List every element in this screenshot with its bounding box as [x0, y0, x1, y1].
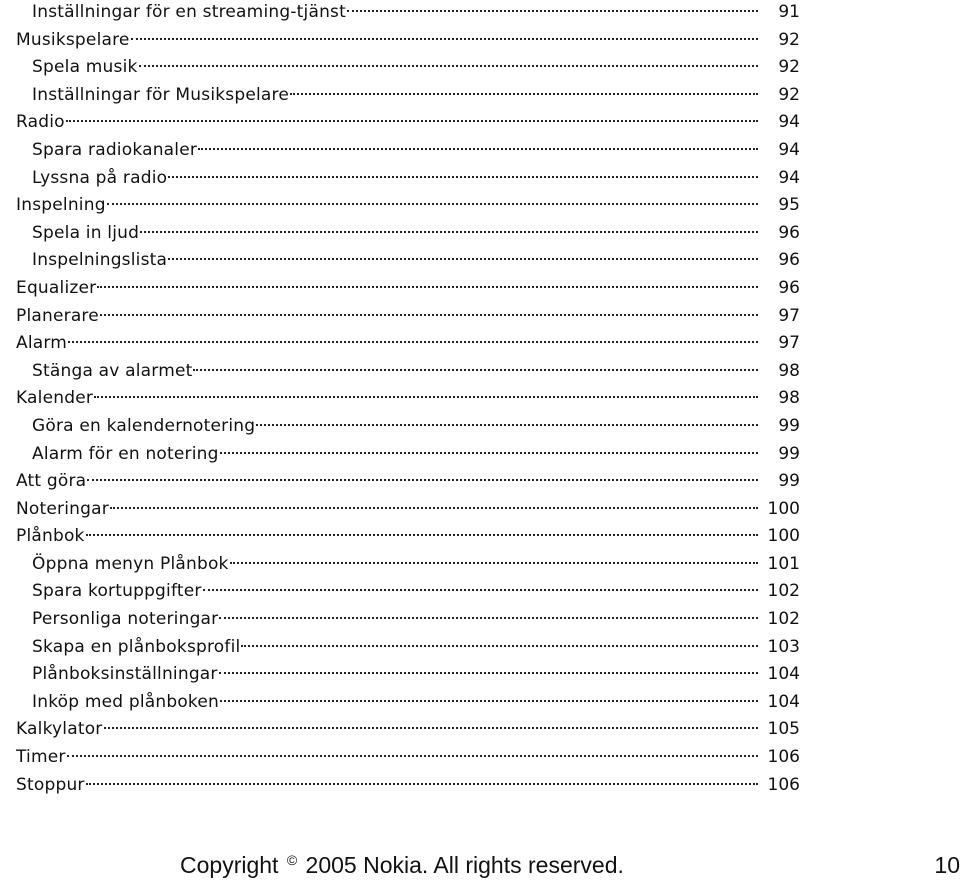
toc-entry[interactable] — [16, 414, 800, 442]
toc-dot-leader — [67, 755, 758, 757]
toc-entry[interactable] — [16, 166, 800, 194]
toc-entry[interactable] — [16, 442, 800, 470]
toc-entry-page: 96 — [778, 277, 800, 298]
toc-entry[interactable] — [16, 607, 800, 635]
toc-dot-leader — [110, 507, 758, 509]
toc-entry-title: Göra en kalendernotering — [32, 415, 256, 436]
copyright-prefix: Copyright — [180, 852, 279, 878]
toc-dot-leader — [131, 38, 758, 40]
toc-dot-leader — [66, 120, 758, 122]
toc-entry-page: 96 — [778, 250, 800, 271]
toc-entry[interactable] — [16, 55, 800, 83]
toc-entry-page: 97 — [778, 305, 800, 326]
toc-entry-page: 94 — [778, 112, 800, 133]
toc-entry-title: Alarm — [16, 333, 68, 354]
toc-dot-leader — [100, 314, 758, 316]
toc-entry-page: 105 — [767, 719, 800, 740]
toc-entry[interactable] — [16, 110, 800, 138]
toc-entry[interactable] — [16, 248, 800, 276]
toc-entry[interactable] — [16, 304, 800, 332]
toc-entry[interactable] — [16, 83, 800, 111]
toc-dot-leader — [107, 203, 758, 205]
toc-entry-title: Inställningar för en streaming-tjänst — [32, 2, 346, 22]
toc-entry-page: 98 — [778, 360, 800, 381]
toc-entry-page: 100 — [767, 526, 800, 547]
toc-dot-leader — [140, 231, 758, 233]
toc-entry-title: Spela in ljud — [32, 222, 140, 243]
toc-entry-page: 99 — [778, 471, 800, 492]
toc-entry[interactable] — [16, 690, 800, 718]
toc-entry-page: 99 — [778, 443, 800, 464]
toc-dot-leader — [230, 562, 758, 564]
toc-entry-page: 94 — [778, 139, 800, 160]
toc-entry-title: Planerare — [16, 305, 99, 326]
copyright-notice — [180, 852, 624, 879]
toc-dot-leader — [104, 727, 759, 729]
toc-entry-title: Equalizer — [16, 277, 97, 298]
toc-entry-page: 92 — [778, 57, 800, 78]
toc-entry[interactable] — [16, 773, 800, 801]
toc-entry-page: 98 — [778, 388, 800, 409]
toc-dot-leader — [347, 10, 758, 12]
toc-dot-leader — [193, 369, 758, 371]
toc-entry-title: Radio — [16, 112, 65, 133]
toc-entry-title: Plånbok — [16, 526, 85, 547]
toc-entry-title: Stoppur — [16, 774, 85, 795]
toc-entry-title: Inspelning — [16, 195, 106, 216]
toc-entry-page: 102 — [767, 581, 800, 602]
toc-entry[interactable] — [16, 717, 800, 745]
toc-dot-leader — [97, 286, 758, 288]
toc-dot-leader — [219, 672, 758, 674]
toc-entry[interactable] — [16, 331, 800, 359]
toc-dot-leader — [220, 700, 758, 702]
toc-entry-page: 95 — [778, 195, 800, 216]
toc-entry[interactable] — [16, 359, 800, 387]
toc-dot-leader — [86, 534, 758, 536]
toc-dot-leader — [219, 617, 758, 619]
toc-entry-title: Att göra — [16, 471, 87, 492]
toc-dot-leader — [220, 452, 758, 454]
toc-entry-page: 100 — [767, 498, 800, 519]
toc-entry-page: 103 — [767, 636, 800, 657]
toc-dot-leader — [290, 93, 758, 95]
table-of-contents — [16, 0, 800, 800]
toc-entry[interactable] — [16, 662, 800, 690]
toc-entry[interactable] — [16, 745, 800, 773]
toc-dot-leader — [241, 645, 758, 647]
toc-dot-leader — [168, 258, 758, 260]
toc-entry-page: 91 — [778, 2, 800, 22]
toc-entry-title: Skapa en plånboksprofil — [32, 636, 241, 657]
toc-entry-page: 102 — [767, 609, 800, 630]
toc-entry-title: Inspelningslista — [32, 250, 168, 271]
toc-entry[interactable] — [16, 0, 800, 28]
toc-entry-title: Noteringar — [16, 498, 109, 519]
copyright-symbol: © — [286, 852, 298, 868]
toc-entry-page: 101 — [767, 553, 800, 574]
toc-entry-title: Lyssna på radio — [32, 167, 168, 188]
page-number: 10 — [934, 852, 960, 878]
toc-entry-page: 99 — [778, 415, 800, 436]
toc-entry[interactable] — [16, 579, 800, 607]
toc-dot-leader — [94, 396, 758, 398]
toc-dot-leader — [203, 589, 758, 591]
toc-entry[interactable] — [16, 28, 800, 56]
toc-entry-title: Öppna menyn Plånbok — [32, 553, 229, 574]
toc-entry[interactable] — [16, 524, 800, 552]
toc-dot-leader — [256, 424, 758, 426]
toc-entry-page: 106 — [767, 747, 800, 768]
copyright-text: 2005 Nokia. All rights reserved. — [305, 852, 624, 878]
toc-entry-page: 92 — [778, 84, 800, 105]
toc-entry-title: Kalender — [16, 388, 94, 409]
toc-entry[interactable] — [16, 552, 800, 580]
toc-dot-leader — [168, 176, 758, 178]
toc-entry[interactable] — [16, 138, 800, 166]
toc-entry-title: Inköp med plånboken — [32, 691, 220, 712]
toc-entry-title: Spara kortuppgifter — [32, 581, 202, 602]
toc-dot-leader — [87, 479, 758, 481]
toc-entry[interactable] — [16, 497, 800, 525]
toc-entry-title: Timer — [16, 747, 66, 768]
toc-dot-leader — [139, 65, 758, 67]
toc-dot-leader — [198, 148, 758, 150]
toc-entry-page: 96 — [778, 222, 800, 243]
toc-entry[interactable] — [16, 386, 800, 414]
toc-entry[interactable] — [16, 221, 800, 249]
toc-entry-title: Spara radiokanaler — [32, 139, 198, 160]
toc-entry-title: Spela musik — [32, 57, 138, 78]
toc-entry[interactable] — [16, 635, 800, 663]
toc-entry-page: 104 — [767, 691, 800, 712]
toc-dot-leader — [86, 783, 758, 785]
toc-entry-title: Stänga av alarmet — [32, 360, 193, 381]
toc-entry-page: 106 — [767, 774, 800, 795]
toc-entry-page: 97 — [778, 333, 800, 354]
toc-entry-title: Plånboksinställningar — [32, 664, 218, 685]
toc-dot-leader — [68, 341, 758, 343]
page-footer — [0, 852, 960, 884]
toc-entry[interactable] — [16, 469, 800, 497]
toc-entry-page: 94 — [778, 167, 800, 188]
toc-entry-title: Kalkylator — [16, 719, 103, 740]
toc-entry-title: Inställningar för Musikspelare — [32, 84, 290, 105]
toc-entry-title: Personliga noteringar — [32, 609, 219, 630]
toc-entry[interactable] — [16, 276, 800, 304]
toc-entry-page: 104 — [767, 664, 800, 685]
toc-entry[interactable] — [16, 193, 800, 221]
toc-entry-page: 92 — [778, 29, 800, 50]
toc-entry-title: Musikspelare — [16, 29, 130, 50]
toc-entry-title: Alarm för en notering — [32, 443, 219, 464]
